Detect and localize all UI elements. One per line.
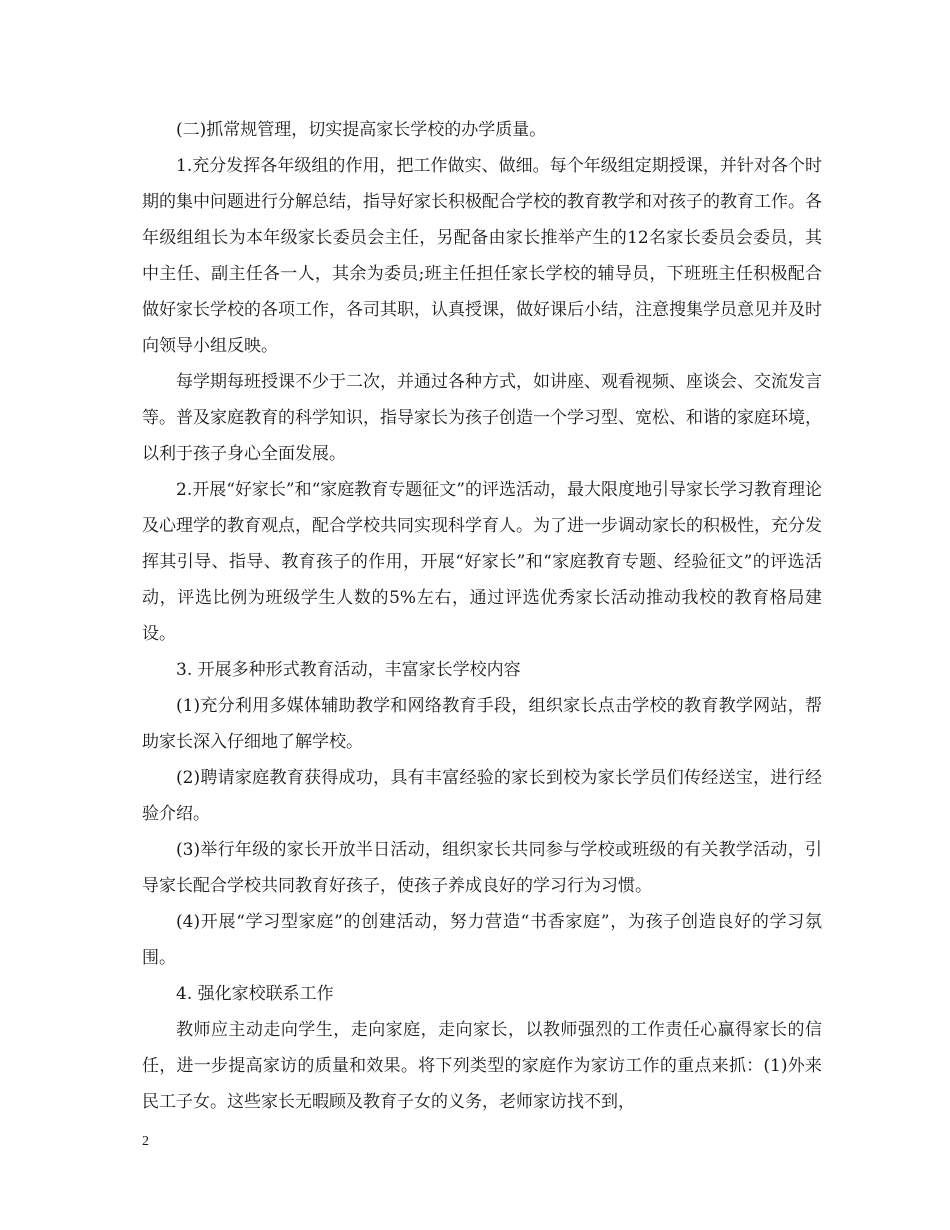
- section-heading-routine-management: (二)抓常规管理，切实提高家长学校的办学质量。: [176, 120, 547, 140]
- paragraph-home-visits: 教师应主动走向学生，走向家庭，走向家长，以教师强烈的工作责任心赢得家长的信任，进一步提高家访的质量和效果。将下列类型的家庭作为家访工作的重点来抓：(1)外来民工子女。这些家长无暇顾及教育子女的义务，老师家访找不到，: [142, 1020, 822, 1112]
- page-number: 2: [142, 1134, 149, 1149]
- list-item-multimedia: (1)充分利用多媒体辅助教学和网络教育手段，组织家长点击学校的教育教学网站，帮助家长深入仔细地了解学校。: [142, 696, 822, 752]
- subheading-home-school-contact: 4. 强化家校联系工作: [176, 984, 334, 1004]
- body-text: [142, 112, 822, 1120]
- paragraph-good-parents-selection: 2.开展“好家长”和“家庭教育专题征文”的评选活动，最大限度地引导家长学习教育理论及心理学的教育观点，配合学校共同实现科学育人。为了进一步调动家长的积极性，充分发挥其引导、指导、教育孩子的作用，开展“好家长”和“家庭教育专题、经验征文”的评选活动，评选比例为班级学生人数的5%左右，通过评选优秀家长活动推动我校的教育格局建设。: [142, 480, 822, 644]
- subheading-education-activities: 3. 开展多种形式教育活动，丰富家长学校内容: [176, 660, 521, 680]
- list-item-learning-family: (4)开展“学习型家庭”的创建活动，努力营造“书香家庭”，为孩子创造良好的学习氛围。: [142, 912, 822, 968]
- paragraph-class-lectures: 每学期每班授课不少于二次，并通过各种方式，如讲座、观看视频、座谈会、交流发言等。普及家庭教育的科学知识，指导家长为孩子创造一个学习型、宽松、和谐的家庭环境，以利于孩子身心全面发展。: [142, 372, 822, 464]
- list-item-experienced-parents: (2)聘请家庭教育获得成功，具有丰富经验的家长到校为家长学员们传经送宝，进行经验介绍。: [142, 768, 822, 824]
- list-item-open-day: (3)举行年级的家长开放半日活动，组织家长共同参与学校或班级的有关教学活动，引导家长配合学校共同教育好孩子，使孩子养成良好的学习行为习惯。: [142, 840, 822, 896]
- paragraph-grade-groups: 1.充分发挥各年级组的作用，把工作做实、做细。每个年级组定期授课，并针对各个时期的集中问题进行分解总结，指导好家长积极配合学校的教育教学和对孩子的教育工作。各年级组组长为本年级家长委员会主任，另配备由家长推举产生的12名家长委员会委员，其中主任、副主任各一人，其余为委员;班主任担任家长学校的辅导员，下班班主任积极配合做好家长学校的各项工作，各司其职，认真授课，做好课后小结，注意搜集学员意见并及时向领导小组反映。: [142, 156, 822, 356]
